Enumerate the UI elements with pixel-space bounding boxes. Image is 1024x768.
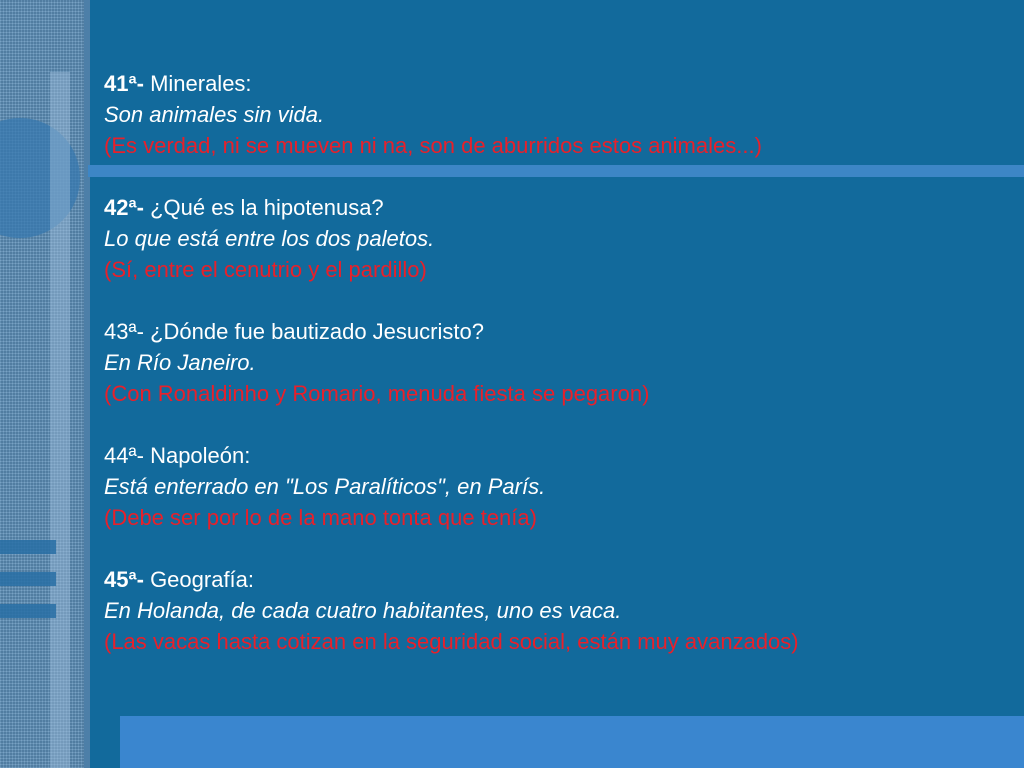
question-line xyxy=(104,68,1004,99)
entry-question: Geografía: xyxy=(143,567,255,592)
entry-question: Napoleón: xyxy=(143,443,251,468)
entry-answer: En Holanda, de cada cuatro habitantes, uno es vaca. xyxy=(104,598,622,623)
entry-question: ¿Qué es la hipotenusa? xyxy=(143,195,384,220)
entry-answer: Lo que está entre los dos paletos. xyxy=(104,226,435,251)
decorative-bottom-bar xyxy=(120,716,1024,768)
entry-answer: Son animales sin vida. xyxy=(104,102,325,127)
entry-question: Minerales: xyxy=(143,71,252,96)
entry-question: ¿Dónde fue bautizado Jesucristo? xyxy=(143,319,484,344)
decorative-vertical-stripe xyxy=(50,72,70,768)
band-edge xyxy=(84,0,90,768)
question-line xyxy=(104,564,1004,595)
entry xyxy=(104,68,1004,161)
entry-number: 42ª- xyxy=(104,195,144,220)
entry-comment: (Con Ronaldinho y Romario, menuda fiesta se pegaron) xyxy=(104,381,650,406)
entry-number: 44ª- xyxy=(104,443,144,468)
entry-comment: (Debe ser por lo de la mano tonta que tenía) xyxy=(104,505,537,530)
question-line xyxy=(104,316,1004,347)
entry xyxy=(104,564,1004,657)
entry-comment: (Es verdad, ni se mueven ni na, son de aburridos estos animales...) xyxy=(104,133,762,158)
decorative-texture-band xyxy=(0,0,88,768)
slide-content xyxy=(104,68,1004,688)
decorative-horizontal-stripe xyxy=(0,572,56,586)
entry-number: 45ª- xyxy=(104,567,144,592)
entry-answer: Está enterrado en "Los Paralíticos", en París. xyxy=(104,474,546,499)
entry xyxy=(104,192,1004,285)
question-line xyxy=(104,440,1004,471)
decorative-horizontal-stripe xyxy=(0,604,56,618)
decorative-horizontal-stripe xyxy=(0,540,56,554)
entry-number: 41ª- xyxy=(104,71,144,96)
entry xyxy=(104,316,1004,409)
question-line xyxy=(104,192,1004,223)
entry-comment: (Sí, entre el cenutrio y el pardillo) xyxy=(104,257,427,282)
entry xyxy=(104,440,1004,533)
entry-number: 43ª- xyxy=(104,319,144,344)
entry-comment: (Las vacas hasta cotizan en la seguridad social, están muy avanzados) xyxy=(104,629,799,654)
entry-answer: En Río Janeiro. xyxy=(104,350,256,375)
